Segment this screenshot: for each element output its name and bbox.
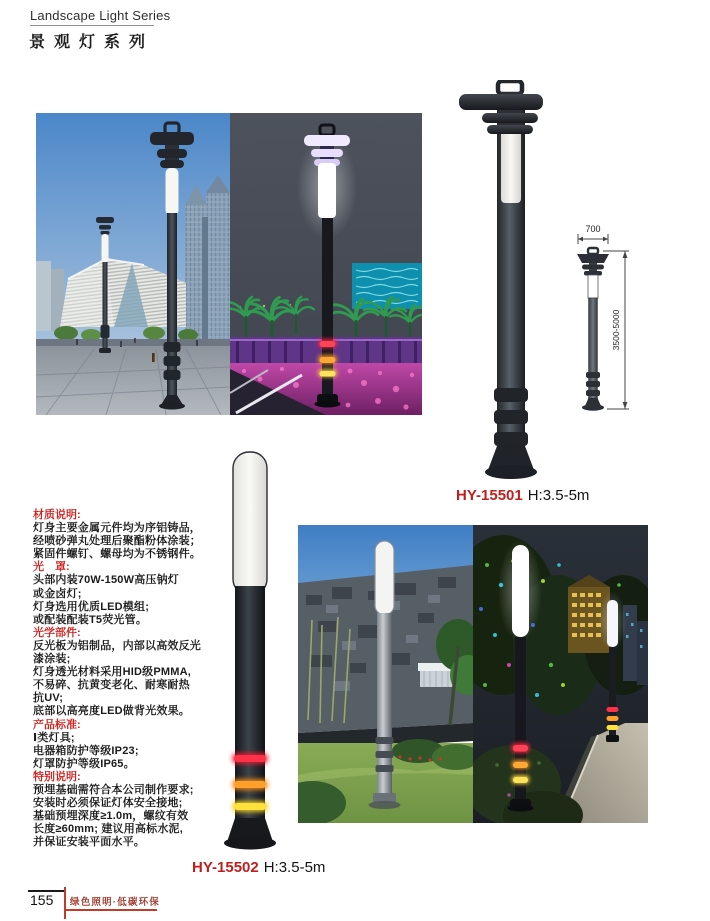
spec-line: 并保证安装平面水平。 (33, 836, 145, 849)
product-photo-hy15502-image (219, 450, 283, 855)
spec-line: 经喷砂弹丸处理后聚酯粉体涂装； (33, 535, 201, 548)
photo-night-street (473, 525, 648, 823)
spec-line: 灯罩防护等级IP65。 (33, 757, 135, 770)
page-title-english: Landscape Light Series (30, 8, 171, 23)
spec-heading: 特别说明: (33, 770, 81, 783)
page-number: 155 (30, 892, 54, 908)
spec-line: 反光板为铝制品，内部以高效反光 (33, 639, 201, 652)
spec-line: 底部以高亮度LED做背光效果。 (33, 705, 190, 718)
product-label-hy15502 (192, 859, 325, 876)
spec-line: 安装时必须保证灯体安全接地; (33, 797, 183, 810)
spec-line: 灯身选用优质LED模组; (33, 600, 150, 613)
spec-line: 电器箱防护等级IP23; (33, 744, 139, 757)
spec-line: 抗UV; (33, 692, 64, 705)
spec-heading: 光学部件: (33, 626, 81, 639)
title-underline (30, 25, 154, 26)
spec-block (33, 509, 218, 849)
spec-line: 不易碎、抗黄变老化、耐寒耐热 (33, 679, 190, 692)
spec-line: 灯身透光材料采用HID级PMMA, (33, 666, 192, 679)
photo-night-purple-image (230, 113, 422, 415)
product-model: HY-15501 (456, 487, 523, 504)
photo-night-street-image (473, 525, 648, 823)
photo-day-building-image (298, 525, 473, 823)
spec-line: 长度≥60mm; 建议用高标水泥, (33, 823, 184, 836)
dimension-width-label: 700 (585, 224, 601, 234)
spec-line: 或配装配装T5荧光管。 (33, 613, 148, 626)
product-photo-hy15501 (452, 80, 552, 485)
technical-drawing-image (563, 220, 647, 452)
spec-line: 基础预埋深度≥1.0m，螺纹有效 (33, 810, 189, 823)
photo-night-purple (230, 113, 422, 415)
product-height-range: H:3.5-5m (263, 859, 326, 876)
spec-line: 预埋基础需符合本公司制作要求; (33, 783, 194, 796)
photo-day-plaza (36, 113, 230, 415)
dimension-height-label: 3500-5000 (611, 309, 621, 351)
technical-drawing (563, 220, 647, 452)
spec-line: 头部内装70W-150W高压钠灯 (33, 574, 179, 587)
product-photo-hy15501-image (452, 80, 552, 485)
product-height-range: H:3.5-5m (527, 487, 590, 504)
footer-red-rule (64, 909, 157, 911)
product-photo-hy15502 (219, 450, 283, 855)
spec-heading: 产品标准: (33, 718, 81, 731)
footer-slogan: 绿色照明·低碳环保 (70, 897, 160, 908)
photo-day-plaza-image (36, 113, 230, 415)
spec-heading: 材质说明: (33, 509, 81, 521)
spec-line: 紧固件螺钉、螺母均为不锈钢件。 (33, 548, 201, 561)
footer-divider-line (64, 887, 66, 919)
product-label-hy15501 (456, 487, 589, 504)
spec-line: Ⅰ类灯具; (33, 731, 75, 744)
product-model: HY-15502 (192, 859, 259, 876)
page-title-chinese: 景观灯系列 (29, 34, 155, 51)
photo-day-building (298, 525, 473, 823)
spec-heading: 光 罩: (33, 561, 70, 574)
spec-line: 或金卤灯; (33, 587, 82, 600)
spec-line: 灯身主要金属元件均为序铝铸品， (33, 522, 201, 535)
spec-line: 漆涂装; (33, 653, 71, 666)
